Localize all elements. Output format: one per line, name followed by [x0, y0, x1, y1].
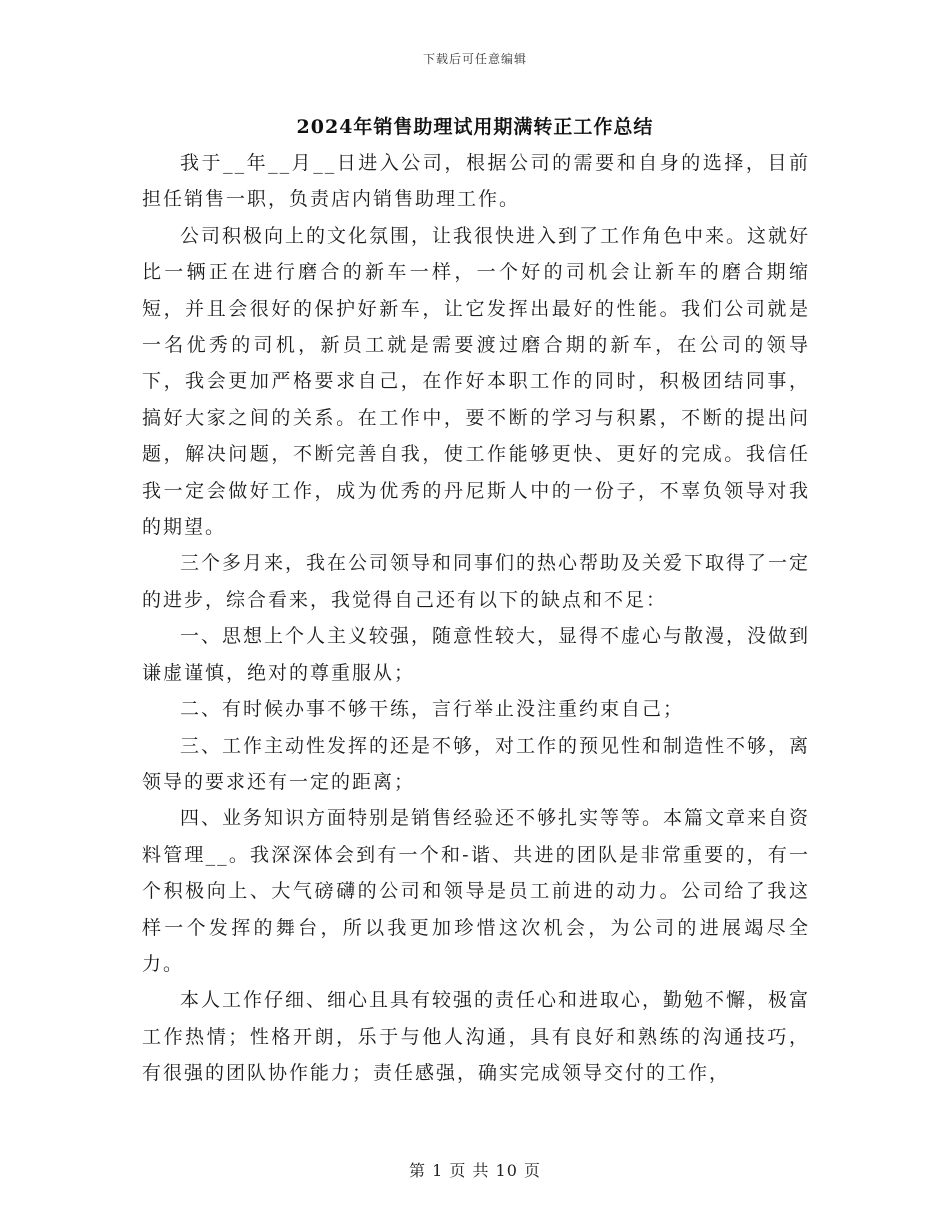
page-number-footer: 第 1 页 共 10 页 [409, 1161, 541, 1180]
paragraph-5: 二、有时候办事不够干练，言行举止没注重约束自己； [180, 698, 685, 721]
page-header-note: 下载后可任意编辑 [422, 52, 527, 66]
document-body [142, 145, 810, 1092]
paragraph-4: 一、思想上个人主义较强，随意性较大，显得不虚心与散漫，没做到谦虚谨慎，绝对的尊重服从； [142, 625, 811, 684]
paragraph-7: 四、业务知识方面特别是销售经验还不够扎实等等。本篇文章来自资料管理__。我深深体会到有一个和-谐、共进的团队是非常重要的，有一个积极向上、大气磅礴的公司和领导是员工前进的动力。公司给了我这样一个发挥的舞台，所以我更加珍惜这次机会，为公司的进展竭尽全力。 [142, 807, 811, 975]
paragraph-6: 三、工作主动性发挥的还是不够，对工作的预见性和制造性不够，离领导的要求还有一定的距离； [142, 734, 811, 793]
paragraph-1: 我于__年__月__日进入公司，根据公司的需要和自身的选择，目前担任销售一职，负责店内销售助理工作。 [142, 152, 810, 211]
paragraph-3: 三个多月来，我在公司领导和同事们的热心帮助及关爱下取得了一定的进步，综合看来，我觉得自己还有以下的缺点和不足： [142, 552, 811, 611]
paragraph-2: 公司积极向上的文化氛围，让我很快进入到了工作角色中来。这就好比一辆正在进行磨合的新车一样，一个好的司机会让新车的磨合期缩短，并且会很好的保护好新车，让它发挥出最好的性能。我们公司就是一名优秀的司机，新员工就是需要渡过磨合期的新车，在公司的领导下，我会更加严格要求自己，在作好本职工作的同时，积极团结同事，搞好大家之间的关系。在工作中，要不断的学习与积累，不断的提出问题，解决问题，不断完善自我，使工作能够更快、更好的完成。我信任我一定会做好工作，成为优秀的丹尼斯人中的一份子，不辜负领导对我的期望。 [142, 224, 811, 539]
document-title: 2024年销售助理试用期满转正工作总结 [296, 116, 654, 138]
paragraph-8: 本人工作仔细、细心且具有较强的责任心和进取心，勤勉不懈，极富工作热情；性格开朗，乐于与他人沟通，具有良好和熟练的沟通技巧，有很强的团队协作能力；责任感强，确实完成领导交付的工作， [142, 989, 811, 1085]
